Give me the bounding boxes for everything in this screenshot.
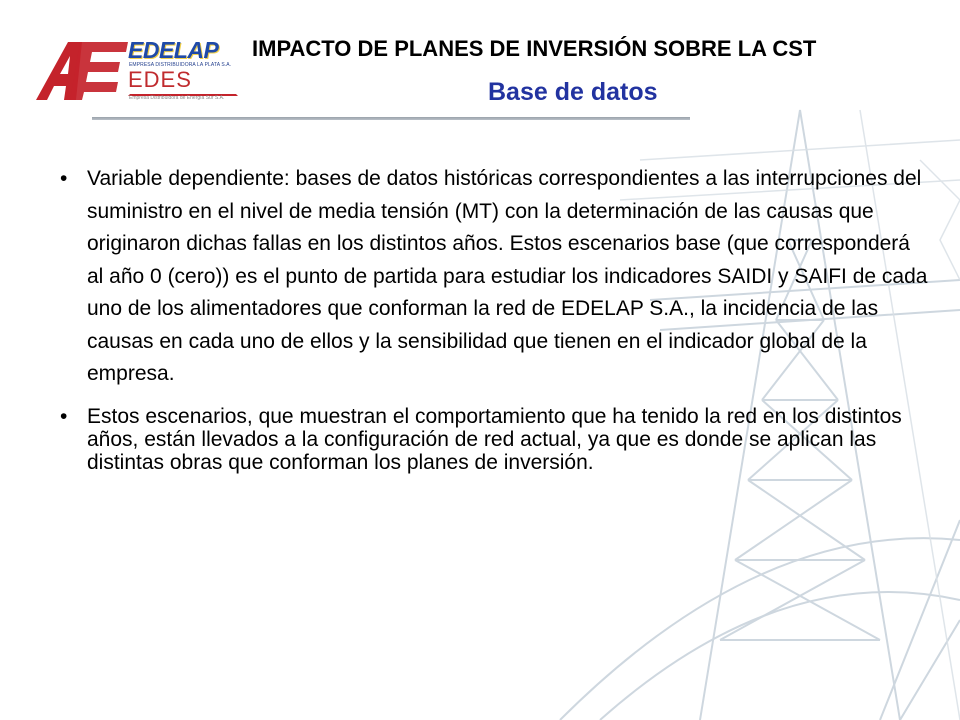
edelap-logo-caption: EMPRESA DISTRIBUIDORA LA PLATA S.A. [129,62,232,68]
bullet-item [50,405,930,474]
bullet-item [50,163,930,391]
slide-subtitle: Base de datos [488,78,658,106]
edes-logo-text: EDES [128,67,192,92]
edes-logo-caption: Empresa Distribuidora de Energía Sur S.A. [129,95,225,101]
bullet-marker: • [60,404,68,428]
edelap-logo-text: EDELAP [128,37,219,63]
bullet-text: Variable dependiente: bases de datos históricas correspondientes a las interrupciones del suministro en el nivel de media tensión (MT) con la determinación de las causas que originaron dichas fallas en los distintos años. Estos escenarios base (que corresponderá al año 0 (cero)) es el punto de partida para estudiar los indicadores SAIDI y SAIFI de cada uno de los alimentadores que conforman la red de EDELAP S.A., la incidencia de las causas en cada uno de ellos y la sensibilidad que tienen en el indicador global de la empresa. [87,167,928,385]
slide-title: IMPACTO DE PLANES DE INVERSIÓN SOBRE LA CST [252,36,817,61]
bullet-marker: • [60,167,68,190]
bullet-text: Estos escenarios, que muestran el comportamiento que ha tenido la red en los distintos años, están llevados a la configuración de red actual, ya que es donde se aplican las distintas obras que conforman los planes de inversión. [87,404,902,474]
title-divider [92,117,690,120]
bullet-list [50,163,930,474]
